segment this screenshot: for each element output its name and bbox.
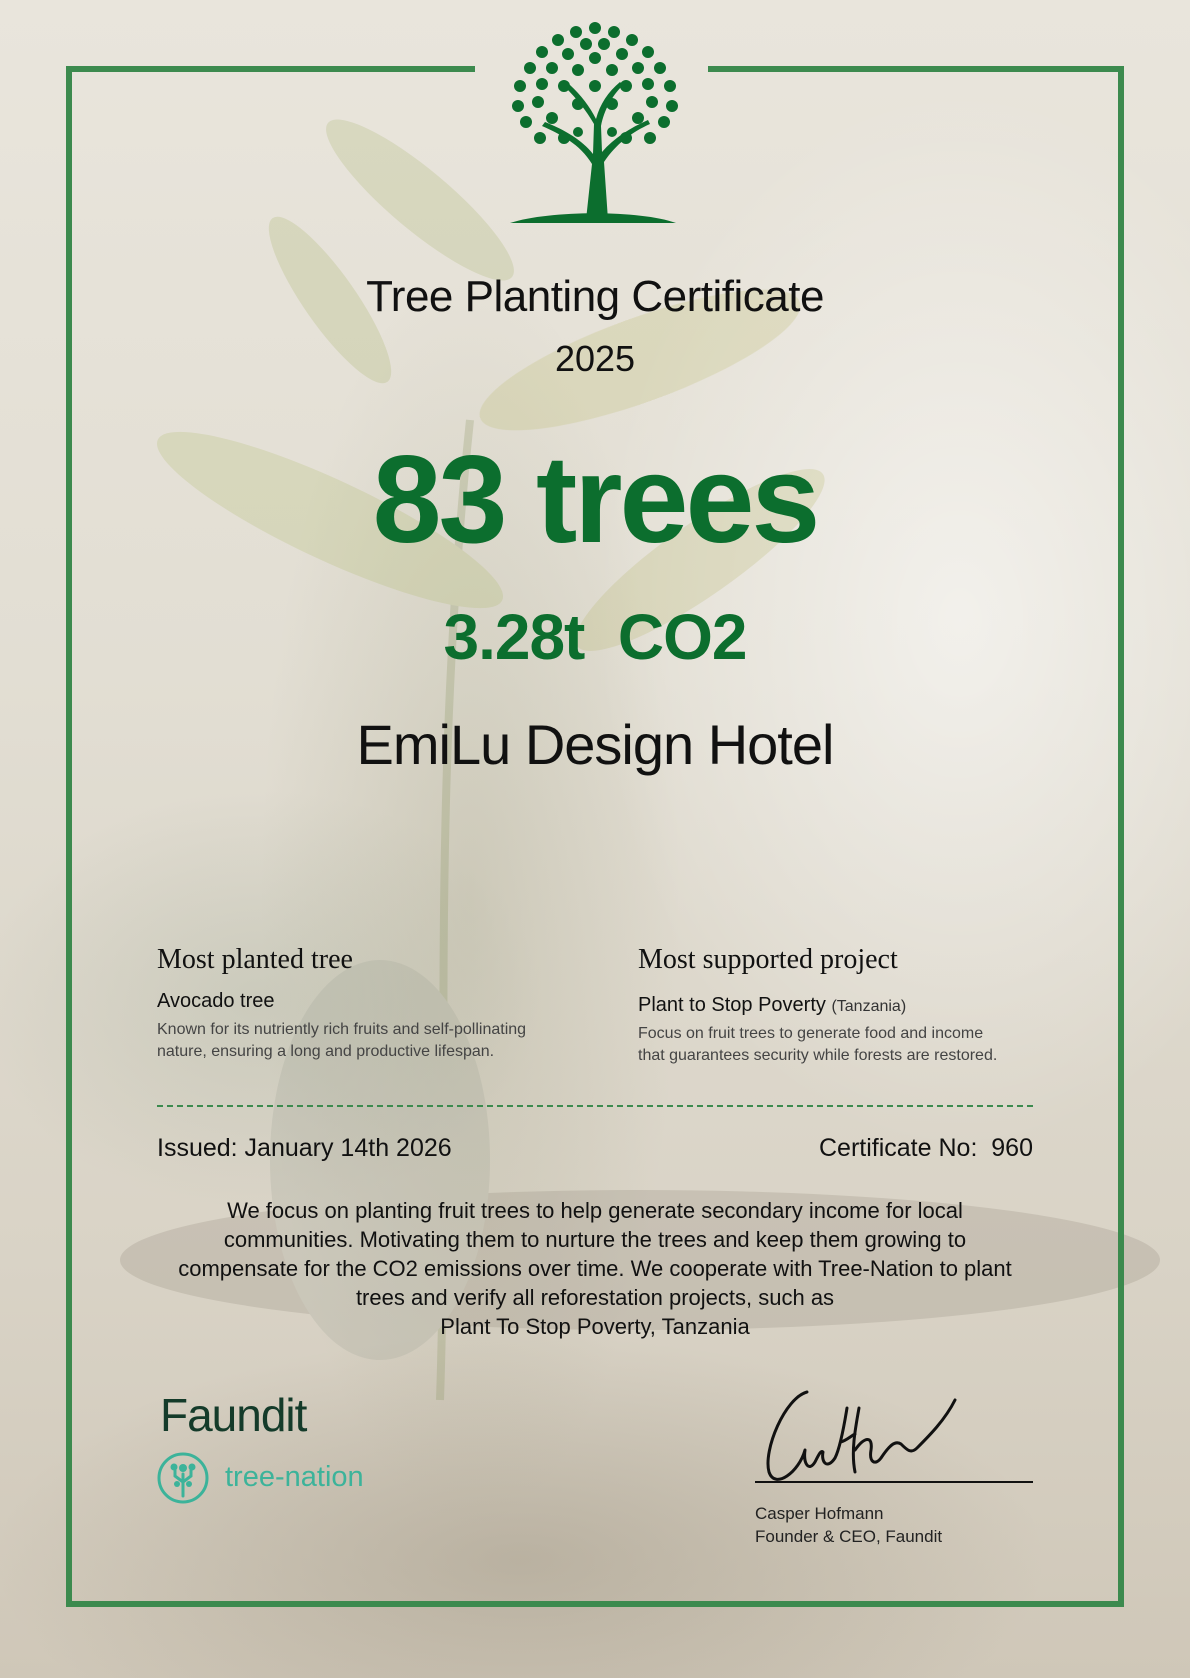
certificate-year: 2025 (554, 338, 636, 379)
most-planted-tree-heading: Most planted tree (157, 944, 353, 975)
signatory-role: Founder & CEO, Faundit (755, 1527, 943, 1546)
project-country: (Tanzania) (831, 998, 907, 1015)
most-planted-tree-section (157, 944, 557, 1063)
statement-line4: trees and verify all reforestation projects, such as (355, 1285, 835, 1310)
tree-nation-logo-icon (157, 1452, 209, 1504)
issued-date: Issued: January 14th 2026 (157, 1134, 452, 1162)
tree-description-line1: Known for its nutriently rich fruits and self-pollinating (157, 1021, 527, 1038)
tree-emblem-icon (490, 14, 700, 228)
project-description-line1: Focus on fruit trees to generate food and income (638, 1025, 984, 1042)
statement-line2: communities. Motivating them to nurture the trees and keep them growing to (223, 1227, 967, 1252)
frame-top-left (66, 66, 475, 72)
frame-bottom (66, 1601, 1124, 1607)
most-supported-project-section (638, 944, 1058, 1067)
tree-description-line2: nature, ensuring a long and productive lifespan. (157, 1043, 495, 1060)
certificate-number: Certificate No: 960 (819, 1134, 1033, 1162)
tree-description (157, 1019, 557, 1063)
faundit-logo (156, 1390, 336, 1440)
svg-text:Faundit: Faundit (160, 1390, 307, 1440)
company-name: EmiLu Design Hotel (356, 713, 834, 776)
frame-top-right (708, 66, 1124, 72)
dashed-divider (157, 1105, 1033, 1107)
project-title (638, 994, 1058, 1017)
tree-nation-logo (157, 1452, 417, 1504)
statement-line5: Plant To Stop Poverty, Tanzania (440, 1314, 750, 1339)
project-description-line2: that guarantees security while forests are restored. (638, 1047, 998, 1064)
most-supported-project-heading: Most supported project (638, 944, 898, 975)
signature (755, 1380, 1015, 1490)
project-name: Plant to Stop Poverty (638, 994, 826, 1016)
tree-nation-wordmark: tree-nation (225, 1461, 364, 1493)
trees-count: 83 trees (372, 431, 818, 569)
statement-paragraph (150, 1196, 1040, 1341)
statement-line1: We focus on planting fruit trees to help generate secondary income for local (227, 1198, 963, 1223)
project-description (638, 1023, 1058, 1067)
tree-name: Avocado tree (157, 990, 275, 1012)
statement-line3: compensate for the CO2 emissions over time. We cooperate with Tree-Nation to plant (178, 1256, 1012, 1281)
certificate-title: Tree Planting Certificate (366, 272, 824, 321)
signature-line (755, 1481, 1033, 1483)
signatory-name: Casper Hofmann (755, 1504, 884, 1523)
co2-amount: 3.28t CO2 (443, 601, 747, 673)
